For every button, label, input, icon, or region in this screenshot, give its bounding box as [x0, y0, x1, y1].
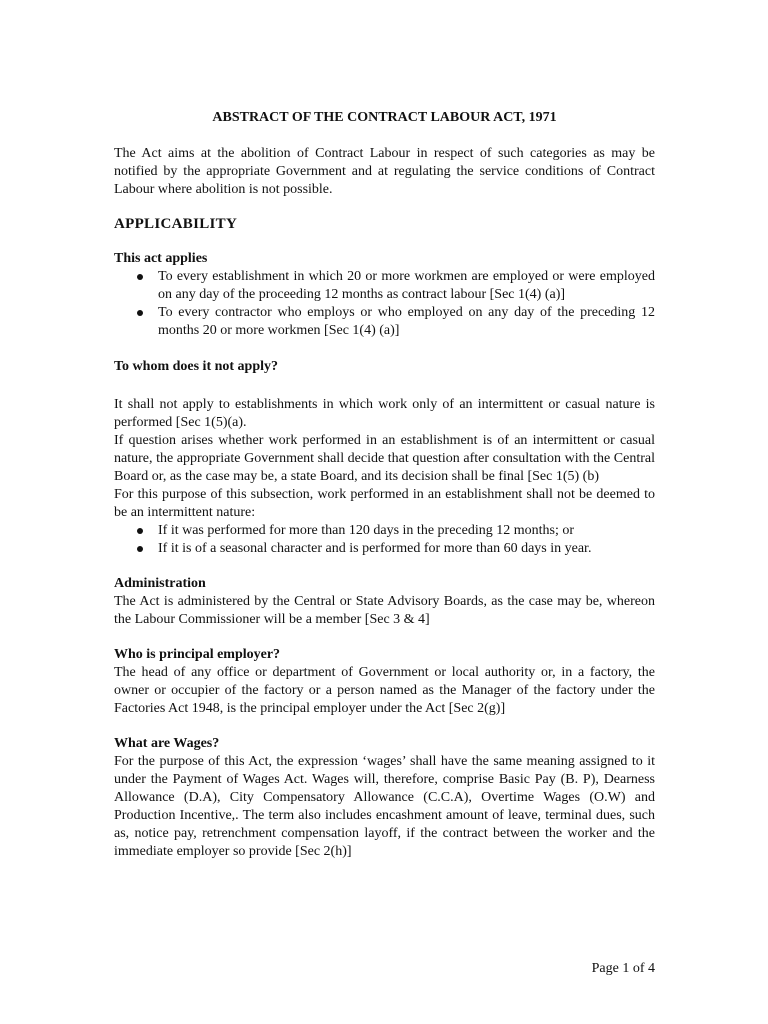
principal-employer-heading: Who is principal employer? — [114, 647, 281, 662]
administration-heading: Administration — [114, 576, 206, 591]
intro-paragraph: The Act aims at the abolition of Contract Labour in respect of such categories as may be notified by the appropriate Government and at regulating the service conditions of Contract Labour where abolition is not possible. — [114, 146, 655, 197]
list-item — [114, 268, 655, 304]
not-apply-paragraph-3: For this purpose of this subsection, work performed in an establishment shall not be deemed to be an intermittent nature: — [114, 487, 655, 520]
not-apply-heading: To whom does it not apply? — [114, 359, 279, 374]
document-page — [114, 109, 655, 861]
bullet-icon — [137, 310, 143, 316]
page-number: Page 1 of 4 — [591, 961, 655, 976]
bullet-icon — [137, 546, 143, 552]
principal-employer-paragraph: The head of any office or department of Government or local authority or, in a factory, the owner or occupier of the factory or a person named as the Manager of the factory under the Factories Act 1948, is the principal employer under the Act [Sec 2(g)] — [114, 665, 655, 716]
not-apply-paragraph-1: It shall not apply to establishments in which work only of an intermittent or casual nature is performed [Sec 1(5)(a). — [114, 397, 655, 430]
applies-list — [114, 268, 655, 340]
bullet-icon — [137, 274, 143, 280]
list-item — [114, 540, 655, 558]
wages-paragraph: For the purpose of this Act, the expression ‘wages’ shall have the same meaning assigned to it under the Payment of Wages Act. Wages will, therefore, comprise Basic Pay (B. P), Dearness Allowance (D.A), City Compensatory Allowance (C.C.A), Overtime Wages (O.W) and Production Incentive,. The term also includes encashment amount of leave, terminal dues, such as, notice pay, retrenchment compensation layoff, if the contract between the worker and the immediate employer so provide [Sec 2(h)] — [114, 754, 655, 859]
list-item-text: To every establishment in which 20 or more workmen are employed or were employed on any day of the proceeding 12 months as contract labour [Sec 1(4) (a)] — [158, 269, 655, 302]
list-item — [114, 522, 655, 540]
not-apply-list — [114, 522, 655, 558]
list-item — [114, 304, 655, 340]
bullet-icon — [137, 528, 143, 534]
list-item-text: To every contractor who employs or who employed on any day of the preceding 12 months 20 or more workmen [Sec 1(4) (a)] — [158, 305, 655, 338]
document-title: ABSTRACT OF THE CONTRACT LABOUR ACT, 1971 — [212, 110, 557, 125]
applicability-heading: APPLICABILITY — [114, 216, 238, 232]
list-item-text: If it is of a seasonal character and is performed for more than 60 days in year. — [158, 541, 592, 556]
applies-heading: This act applies — [114, 251, 208, 266]
wages-heading: What are Wages? — [114, 736, 220, 751]
not-apply-paragraph-2: If question arises whether work performed in an establishment is of an intermittent or casual nature, the appropriate Government shall decide that question after consultation with the Central Board or, as the case may be, a state Board, and its decision shall be final [Sec 1(5) (b) — [114, 433, 655, 484]
administration-paragraph: The Act is administered by the Central or State Advisory Boards, as the case may be, whereon the Labour Commissioner will be a member [Sec 3 & 4] — [114, 594, 655, 627]
list-item-text: If it was performed for more than 120 days in the preceding 12 months; or — [158, 523, 575, 538]
